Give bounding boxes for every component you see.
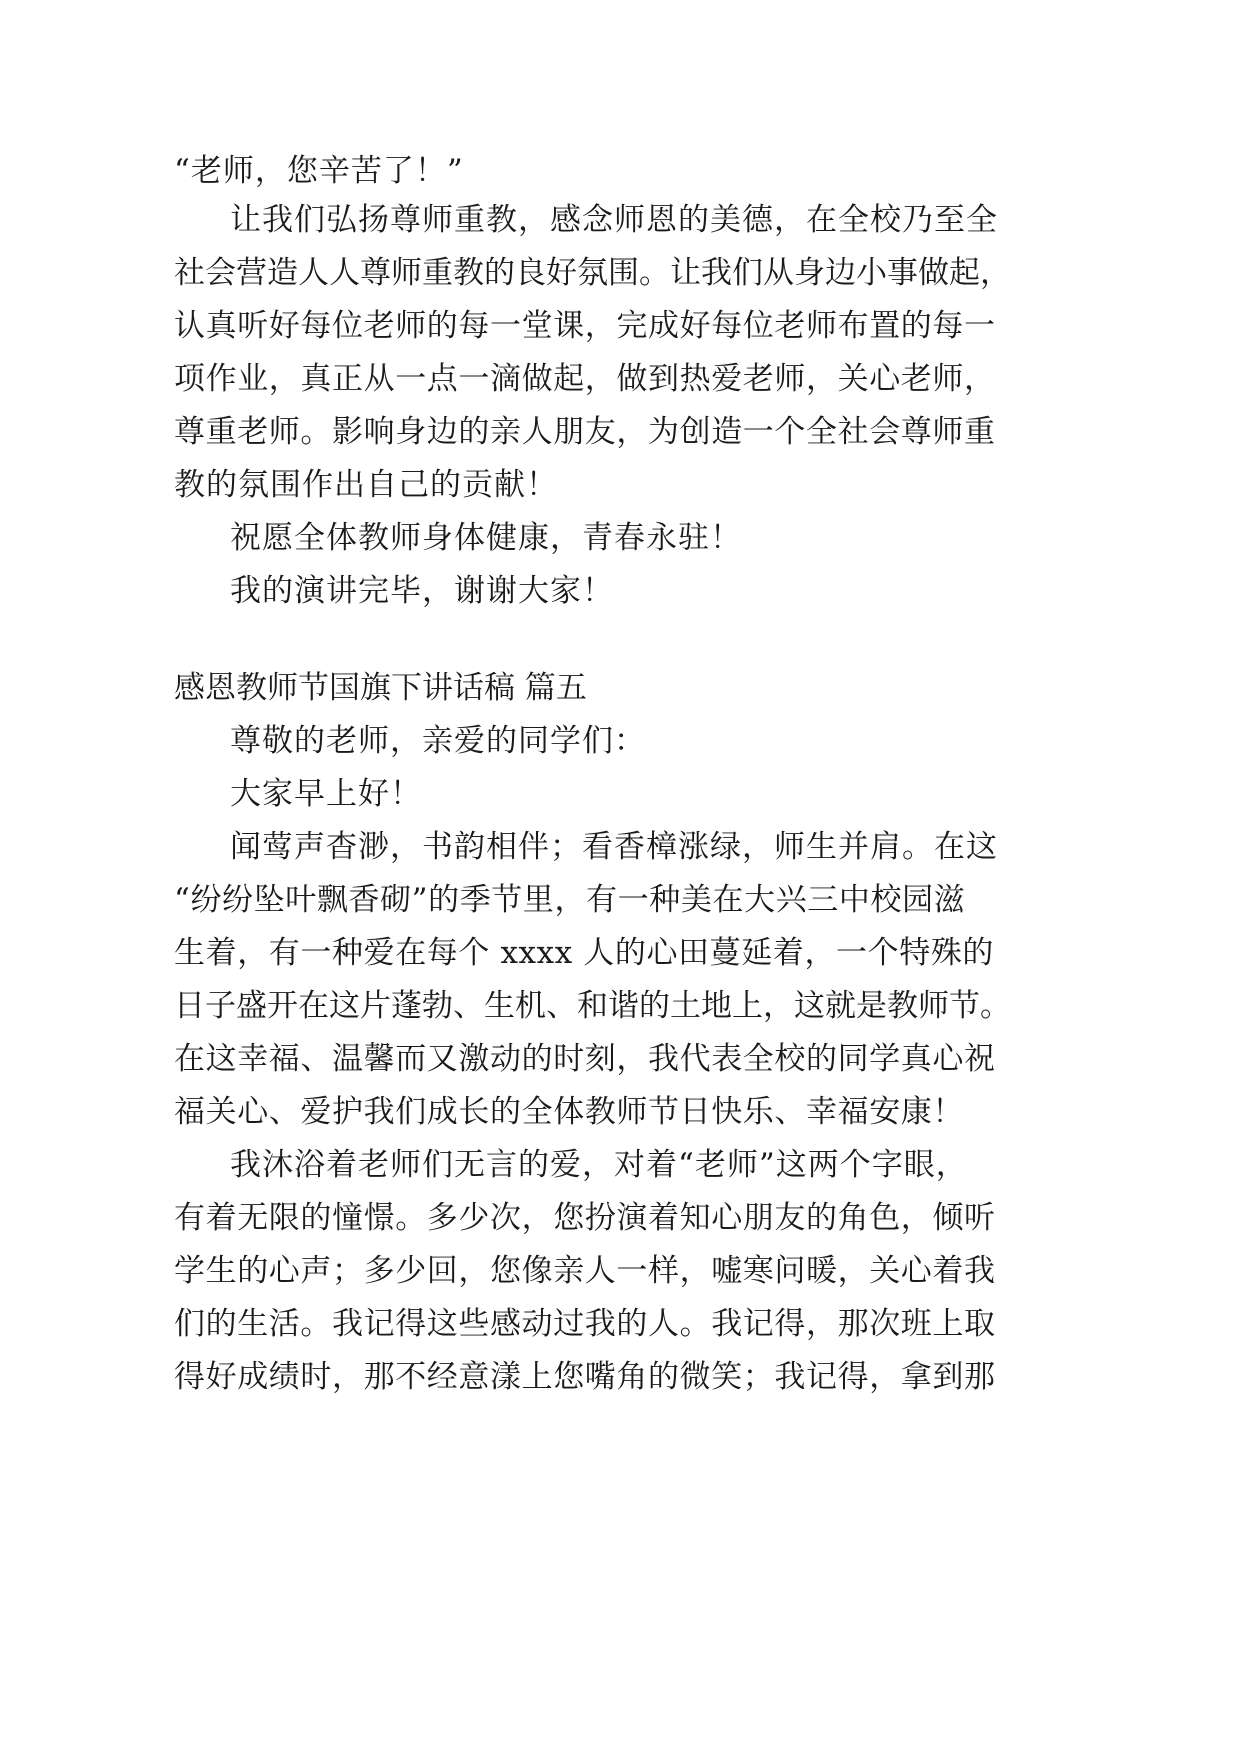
text-line <box>0 1082 1241 1142</box>
paragraph-line: 福关心、爱护我们成长的全体教师节日快乐、幸福安康！ <box>174 1094 964 1130</box>
text-line <box>0 508 1241 568</box>
text-line <box>0 1347 1241 1407</box>
paragraph-line: 学生的心声；多少回，您像亲人一样，嘘寒问暖，关心着我 <box>174 1253 996 1289</box>
text-line <box>0 561 1241 621</box>
text-line <box>0 923 1241 983</box>
text-line <box>0 1029 1241 1089</box>
text-line <box>0 711 1241 771</box>
paragraph-indent-line: 我沐浴着老师们无言的爱，对着“老师”这两个字眼， <box>230 1147 968 1183</box>
closing-quote-line: “老师，您辛苦了！” <box>174 153 464 189</box>
greeting: 大家早上好！ <box>230 776 422 812</box>
paragraph-line: 有着无限的憧憬。多少次，您扮演着知心朋友的角色，倾听 <box>174 1200 996 1236</box>
paragraph-line: “纷纷坠叶飘香砌”的季节里，有一种美在大兴三中校园滋 <box>174 882 966 918</box>
text-line <box>0 349 1241 409</box>
text-line <box>0 190 1241 250</box>
paragraph-line: 得好成绩时，那不经意漾上您嘴角的微笑；我记得，拿到那 <box>174 1359 996 1395</box>
paragraph-indent-line: 闻莺声杳渺，书韵相伴；看香樟涨绿，师生并肩。在这 <box>230 829 998 865</box>
paragraph-line: 生着，有一种爱在每个 xxxx 人的心田蔓延着，一个特殊的 <box>174 935 995 971</box>
text-line <box>0 296 1241 356</box>
text-line <box>0 976 1241 1036</box>
paragraph-line: 日子盛开在这片蓬勃、生机、和谐的土地上，这就是教师节。 <box>174 988 1011 1024</box>
salutation: 尊敬的老师，亲爱的同学们： <box>230 723 646 759</box>
text-line <box>0 402 1241 462</box>
paragraph-line: 尊重老师。影响身边的亲人朋友，为创造一个全社会尊师重 <box>174 414 996 450</box>
text-line <box>0 1294 1241 1354</box>
text-line <box>0 455 1241 515</box>
paragraph-indent-line: 我的演讲完毕，谢谢大家！ <box>230 573 614 609</box>
text-line <box>0 817 1241 877</box>
paragraph-line: 认真听好每位老师的每一堂课，完成好每位老师布置的每一 <box>174 308 996 344</box>
paragraph-line: 教的氛围作出自己的贡献！ <box>174 467 558 503</box>
paragraph-line: 们的生活。我记得这些感动过我的人。我记得，那次班上取 <box>174 1306 996 1342</box>
paragraph-line: 项作业，真正从一点一滴做起，做到热爱老师，关心老师， <box>174 361 996 397</box>
text-line <box>0 1241 1241 1301</box>
text-line <box>0 243 1241 303</box>
text-line <box>0 870 1241 930</box>
paragraph-line: 社会营造人人尊师重教的良好氛围。让我们从身边小事做起， <box>174 255 1011 291</box>
text-line <box>0 658 1241 718</box>
text-line <box>0 1135 1241 1195</box>
paragraph-line: 在这幸福、温馨而又激动的时刻，我代表全校的同学真心祝 <box>174 1041 996 1077</box>
paragraph-indent-line: 祝愿全体教师身体健康，青春永驻！ <box>230 520 742 556</box>
text-line <box>0 1188 1241 1248</box>
paragraph-indent-line: 让我们弘扬尊师重教，感念师恩的美德，在全校乃至全 <box>230 202 998 238</box>
text-line <box>0 764 1241 824</box>
section-heading: 感恩教师节国旗下讲话稿 篇五 <box>174 670 587 706</box>
